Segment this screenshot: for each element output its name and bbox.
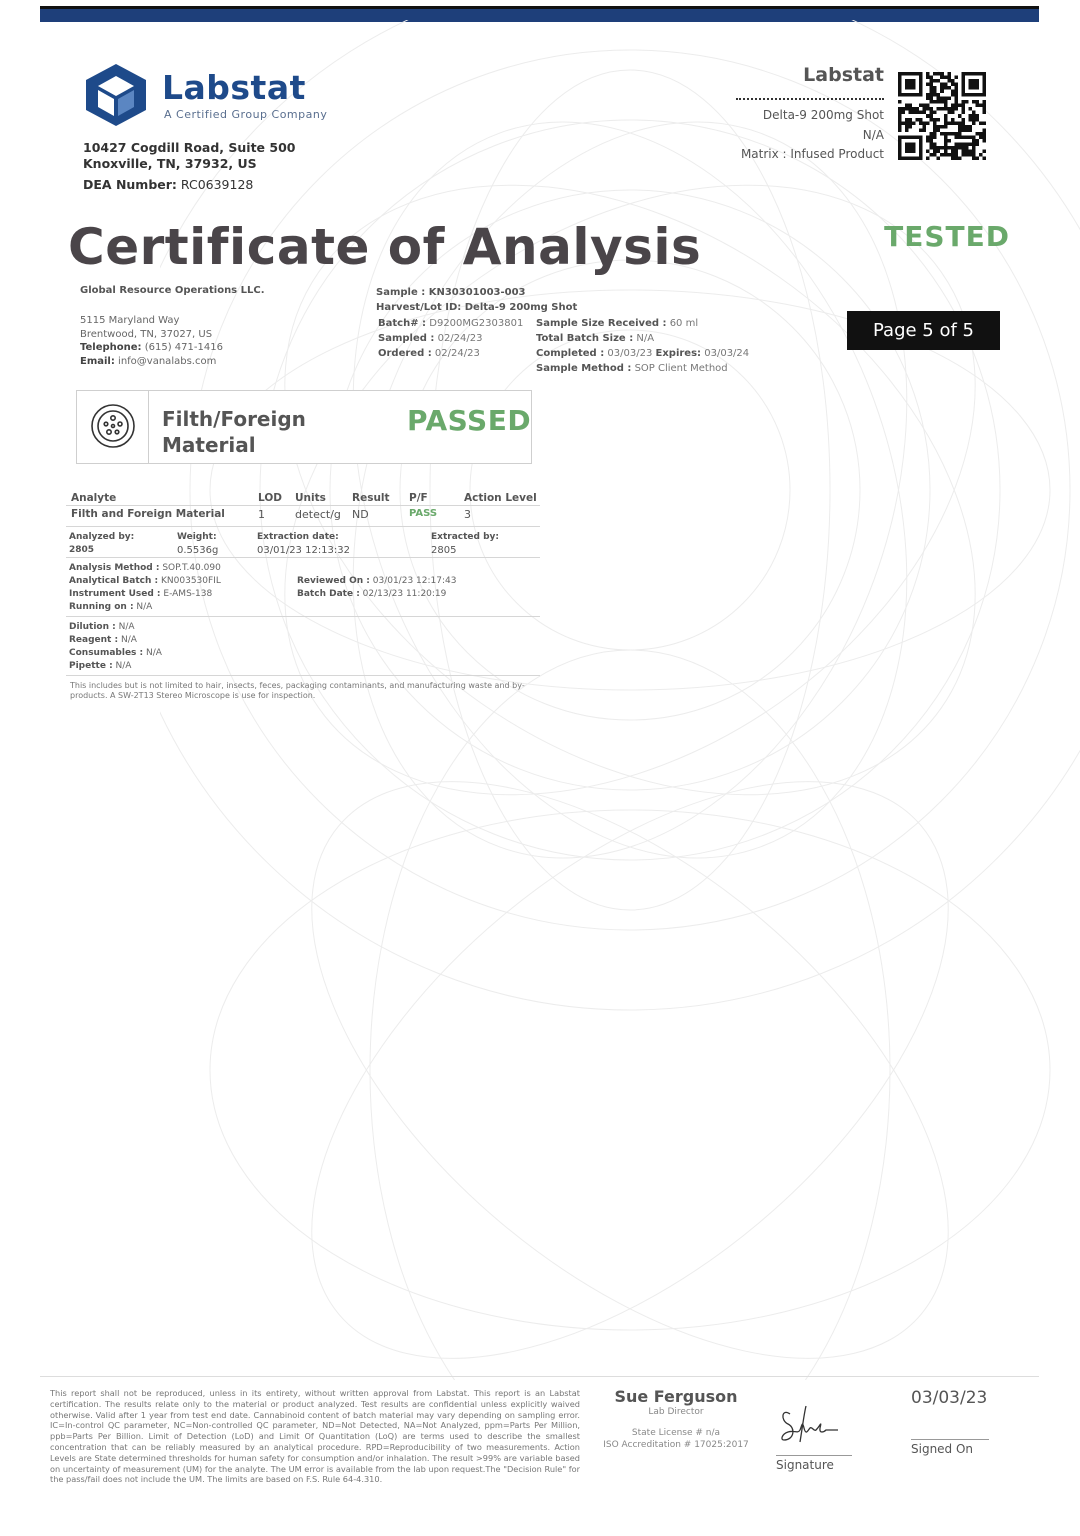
table-header-divider [66,505,540,506]
footer-divider [40,1376,1039,1377]
dea-value: RC0639128 [180,177,254,192]
sample-header [376,285,577,315]
total-batch-size [536,331,749,346]
th-pf: P/F [409,492,428,504]
analyzed-by [69,531,134,557]
weight [177,531,218,557]
running-on-value: N/A [136,602,153,612]
analytical-batch-value: KN003530FIL [161,576,221,586]
total-batch-value: N/A [636,333,655,344]
td-pass-fail: PASS [409,508,438,519]
lab-tagline: A Certified Group Company [164,108,328,121]
instrument-label: Instrument Used : [69,589,161,599]
dilution-label: Dilution : [69,622,116,632]
extraction-date-value: 03/01/23 12:13:32 [257,545,351,556]
client-city: Brentwood, TN, 37027, US [80,328,213,340]
td-analyte: Filth and Foreign Material [71,508,225,520]
batch-date-value: 02/13/23 11:20:19 [362,589,447,599]
telephone-value: (615) 471-1416 [144,342,223,353]
email-value: info@vanalabs.com [118,355,217,367]
handwritten-signature-icon [776,1400,846,1450]
instrument-used [69,588,221,601]
extracted-by-value: 2805 [431,545,457,556]
sampled-value: 02/24/23 [437,333,483,344]
signer-credentials [598,1427,754,1451]
total-batch-label: Total Batch Size : [536,333,634,344]
weight-value: 0.5536g [177,545,219,556]
extracted-by-label: Extracted by: [431,532,499,542]
pipette-label: Pipette : [69,661,113,671]
analytical-batch [69,575,221,588]
client-name: Global Resource Operations LLC. [80,285,265,296]
analysis-divider-1 [66,557,540,558]
completed-expires [536,346,749,361]
review-block [297,575,456,601]
panel-status-passed: PASSED [407,404,532,437]
reagent [69,634,162,647]
completed-value: 03/03/23 [607,348,653,359]
analysis-method [69,562,221,575]
panel-title-line1: Filth/Foreign [162,407,306,431]
pipette-value: N/A [115,661,132,671]
consumables-label: Consumables : [69,648,144,658]
header-matrix: Matrix : Infused Product [740,147,884,161]
lab-address-line2: Knoxville, TN, 37932, US [83,156,257,171]
analysis-method-value: SOP.T.40.090 [162,563,221,573]
th-units: Units [295,492,326,504]
signer-role: Lab Director [648,1407,704,1417]
qr-code-icon[interactable] [898,72,986,160]
td-lod: 1 [258,508,265,521]
analytical-batch-label: Analytical Batch : [69,576,159,586]
header-product-info [741,106,884,165]
consumables-value: N/A [146,648,162,658]
analysis-divider-2 [66,616,540,617]
th-result: Result [352,492,390,504]
ordered-value: 02/24/23 [434,348,480,359]
sample-id: Sample : KN30301003-003 [376,287,526,298]
page-indicator: Page 5 of 5 [847,311,1000,350]
extracted-by [431,531,499,557]
lab-logo-name: Labstat [162,68,306,107]
size-received-value: 60 ml [669,318,699,329]
footer-disclaimer: This report shall not be reproduced, unless in its entirety, without written approval from Labstat. This report is an Labstat certification. The results relate only to the material or product analyzed. Test results are confidential unless explicitly waived otherwise. Valid after 1 year from test end date. Cannabinoid content of batch material may vary depending on sampling error. IC=In-control QC parameter, NC=Non-controlled QC parameter, ND=Not Detected, NA=Not Analyzed, ppm=Parts Per Million, ppb=Parts Per Billion. Limit of Detection (LoD) and Limit Of Quantitation (LoQ) are terms used to describe the smallest concentration that can be reliably measured by an analytical procedure. RPD=Reproducibility of two measurements. Action Levels are State determined thresholds for human safety for consumption and/or inhalation. The result >99% are variable based on uncertainty of measurement (UM) for the analyte. The UM error is available from the lab upon request.The "Decision Rule" for the pass/fail does not include the UM. The limits are based on F.S. Rule 64-4.310. [50,1388,580,1485]
consumables [69,647,162,660]
client-address [80,314,223,368]
analyzed-by-label: Analyzed by: [69,532,135,542]
instrument-value: E-AMS-138 [163,589,213,599]
client-email [80,355,223,369]
td-units: detect/g [295,508,341,521]
panel-title [162,406,306,458]
batch-label: Batch# : [378,318,427,329]
td-action-level: 3 [464,508,471,521]
batch-date [297,588,456,601]
analysis-divider-3 [66,675,540,676]
sample-details-right [536,316,749,376]
header-lab-name: Labstat [803,64,884,86]
sample-method-value: SOP Client Method [634,363,728,374]
th-action-level: Action Level [464,492,537,504]
running-on-label: Running on : [69,602,134,612]
client-telephone [80,341,223,355]
panel-divider [148,390,149,464]
state-license: State License # n/a [631,1428,721,1438]
page-title: Certificate of Analysis [68,218,702,276]
pipette [69,660,162,673]
signed-on-label: Signed On [911,1442,974,1456]
consumables-block [69,621,162,673]
sample-method [536,361,749,376]
reviewed-on-value: 03/01/23 12:17:43 [372,576,457,586]
sampled-label: Sampled : [378,333,435,344]
header-dotted-divider [736,98,884,100]
dilution-value: N/A [118,622,135,632]
email-label: Email: [80,355,115,367]
signature-line [776,1455,852,1456]
inspection-note: This includes but is not limited to hair, insects, feces, packaging contaminants, and manufacturing waste and by-products. A SW-2T13 Stereo Microscope is use for inspection. [70,681,525,700]
client-street: 5115 Maryland Way [80,315,180,326]
signer-name: Sue Ferguson [614,1387,738,1406]
th-analyte: Analyte [71,492,117,504]
sample-size-received [536,316,749,331]
header-line2: N/A [862,127,884,142]
analyzed-by-value: 2805 [69,545,95,555]
reagent-label: Reagent : [69,635,119,645]
completed-label: Completed : [536,348,605,359]
analysis-method-label: Analysis Method : [69,563,160,573]
signed-on-line [911,1439,989,1440]
th-lod: LOD [258,492,282,504]
batch-date-label: Batch Date : [297,589,360,599]
tested-stamp: TESTED [884,220,1010,253]
expires-value: 03/03/24 [704,348,750,359]
td-result: ND [352,508,369,521]
labstat-logo-icon [82,62,150,128]
sample-details-left [378,316,523,361]
sampled-date [378,331,523,346]
dea-number [83,177,253,192]
dilution [69,621,162,634]
harvest-lot-id: Harvest/Lot ID: Delta-9 200mg Shot [376,302,578,313]
reviewed-on-label: Reviewed On : [297,576,370,586]
telephone-label: Telephone: [80,342,142,353]
analysis-method-block [69,562,221,614]
lab-address-line1: 10427 Cogdill Road, Suite 500 [83,140,296,155]
extraction-date [257,531,350,557]
reviewed-on [297,575,456,588]
iso-accreditation: ISO Accreditation # 17025:2017 [603,1440,749,1450]
sample-method-label: Sample Method : [536,363,632,374]
expires-label: Expires: [655,348,702,359]
table-row-divider [66,526,540,527]
weight-label: Weight: [177,532,217,542]
batch-number [378,316,523,331]
microscope-filth-icon [90,403,136,449]
size-received-label: Sample Size Received : [536,318,667,329]
header-product: Delta-9 200mg Shot [762,108,884,122]
running-on [69,601,221,614]
batch-value: D9200MG2303801 [429,318,524,329]
ordered-label: Ordered : [378,348,432,359]
ordered-date [378,346,523,361]
panel-title-line2: Material [162,433,256,457]
signed-date: 03/03/23 [911,1388,988,1408]
lab-address [83,140,295,172]
dea-label: DEA Number: [83,177,177,192]
signature-label: Signature [776,1458,834,1472]
extraction-date-label: Extraction date: [257,532,339,542]
reagent-value: N/A [120,635,137,645]
